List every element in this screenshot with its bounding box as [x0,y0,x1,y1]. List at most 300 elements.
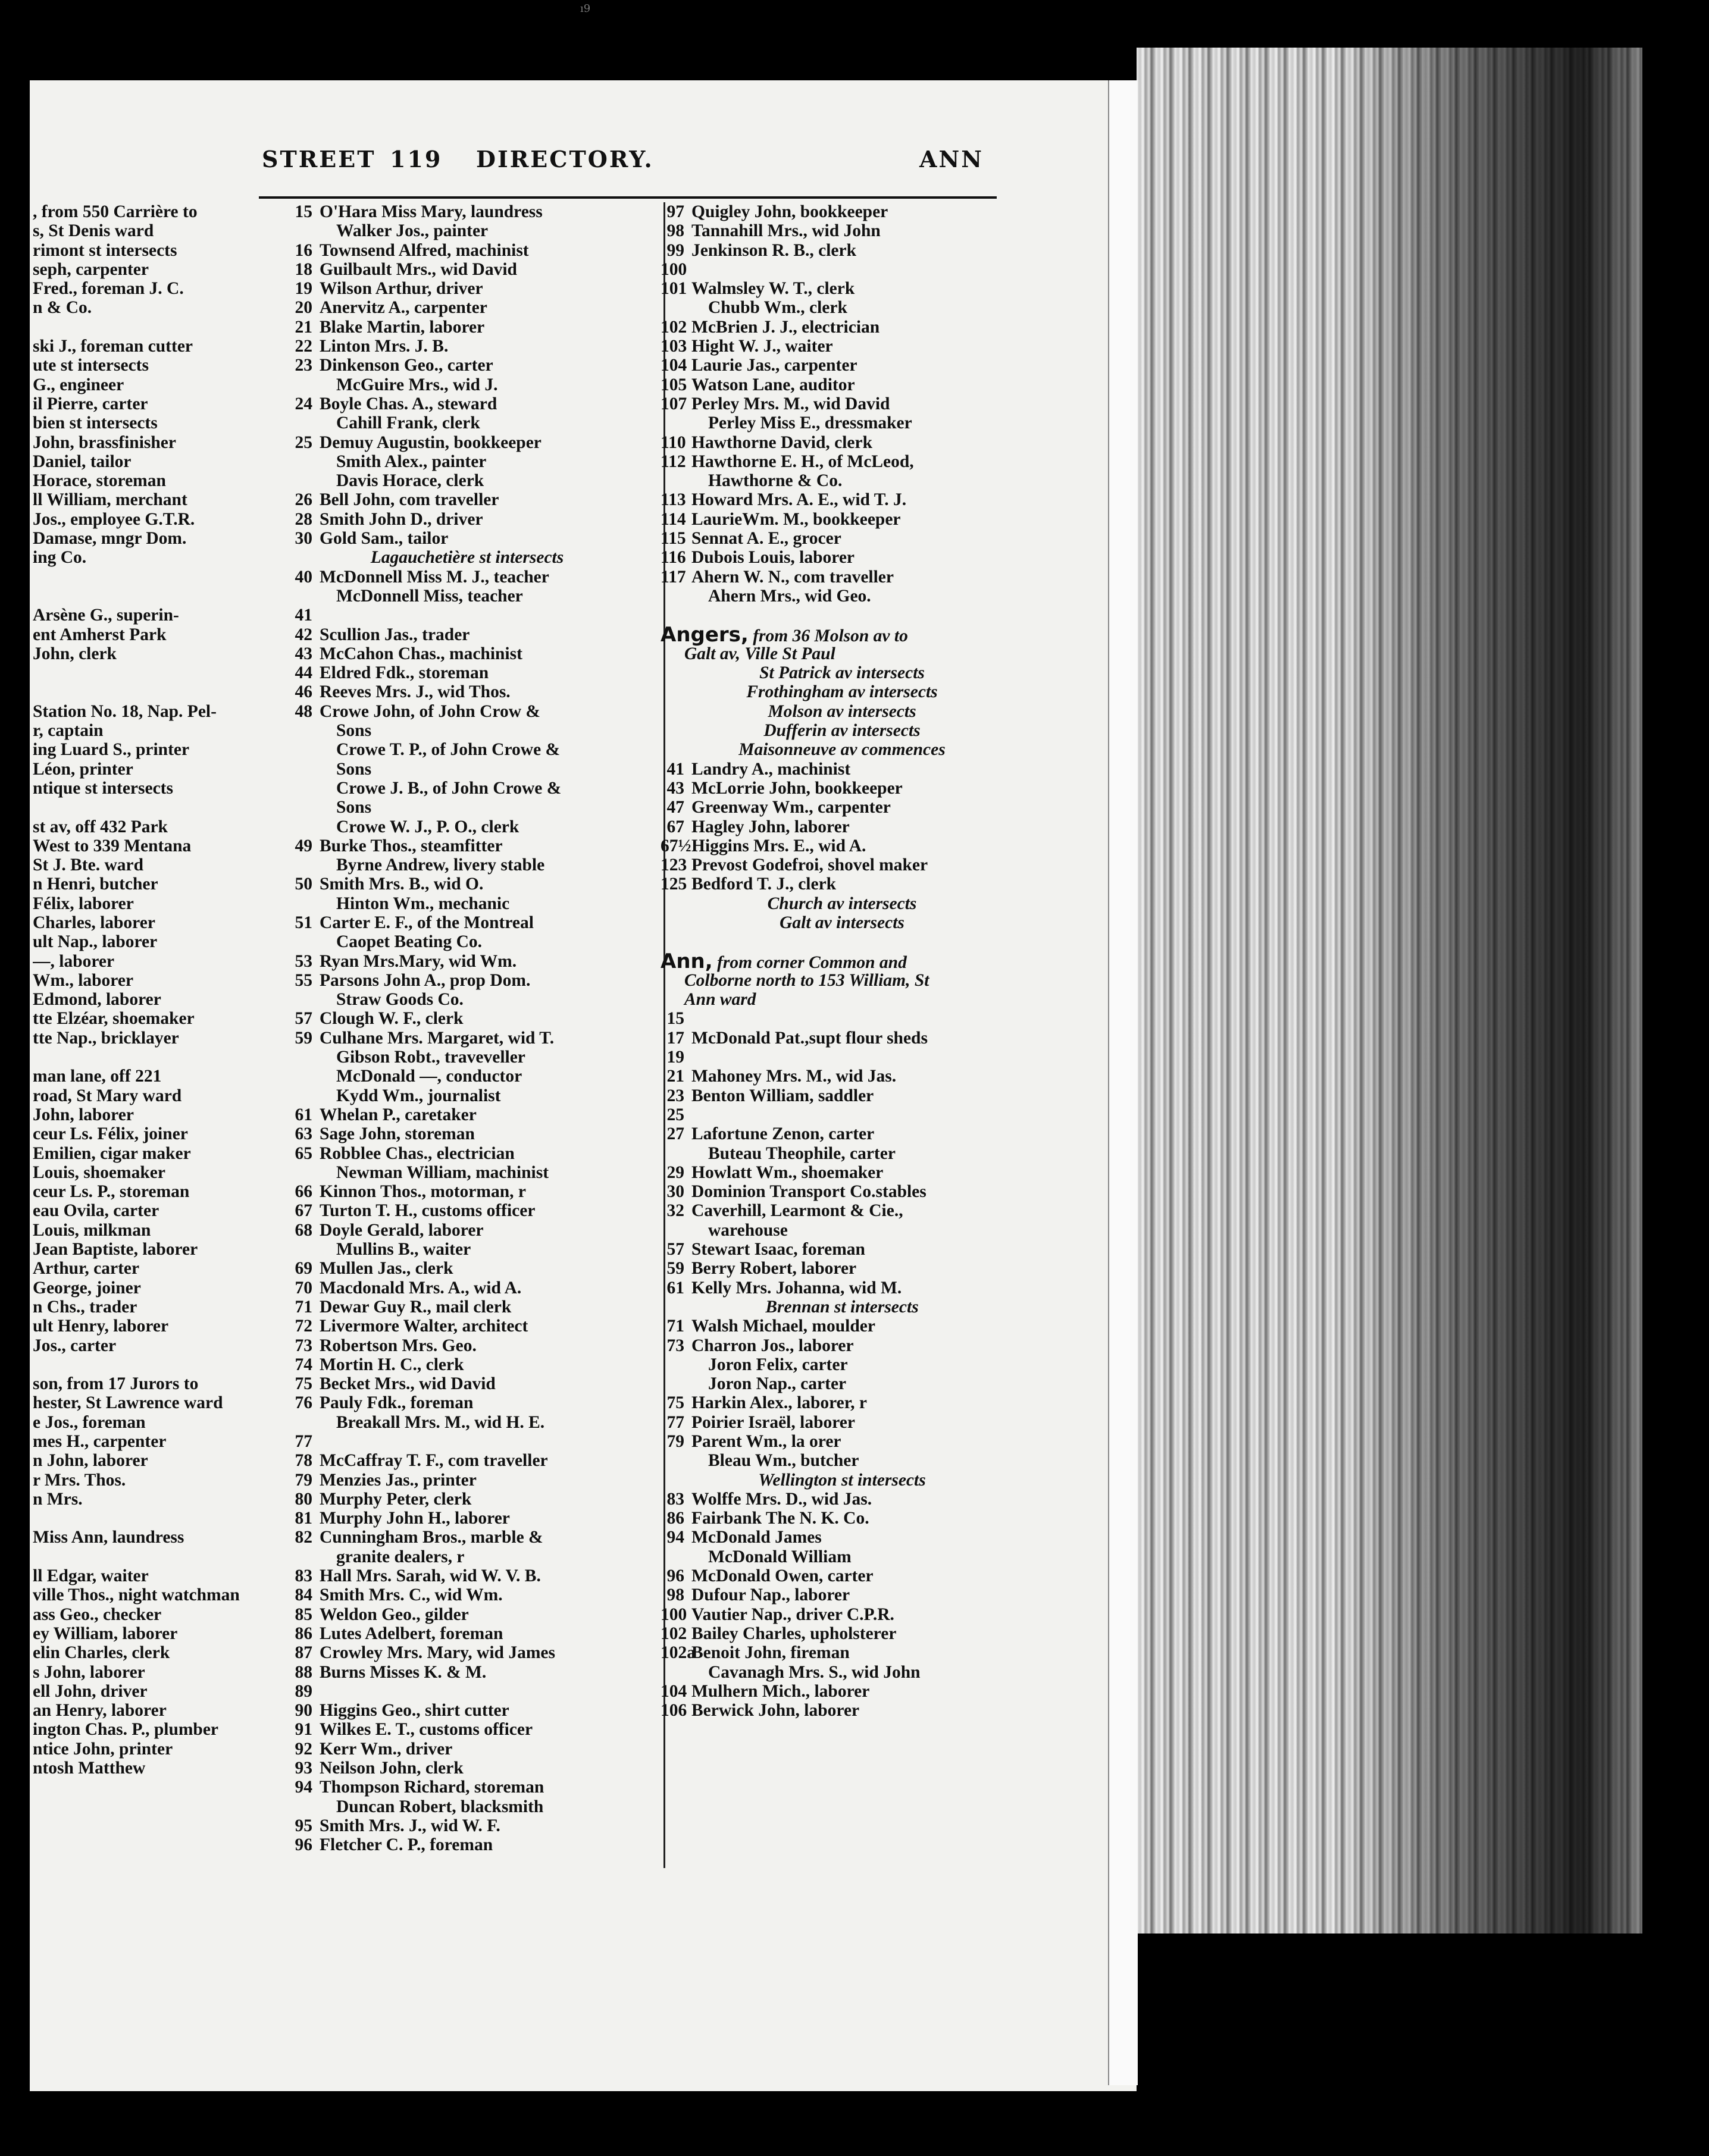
directory-entry [289,433,646,452]
house-number: 43 [666,778,684,798]
directory-entry [661,394,1023,413]
resident-entry: Walsh Michael, moulder [691,1317,875,1336]
directory-entry [289,798,646,817]
fragment-line [33,682,271,701]
fragment-line: ski J., foreman cutter [33,337,193,356]
header-section: ANN [919,146,984,173]
directory-entry [289,1317,646,1336]
directory-entry [289,221,646,240]
directory-entry [661,433,1023,452]
house-number: 100 [661,1605,687,1624]
house-number: 22 [295,337,312,356]
resident-entry: Parsons John A., prop Dom. [320,970,531,990]
fragment-line: George, joiner [33,1278,141,1298]
directory-entry [661,260,1023,279]
resident-entry: Clough W. F., clerk [320,1009,464,1029]
house-number: 102 [661,317,687,337]
resident-entry: McDonald —, conductor [336,1067,522,1086]
house-number: 59 [295,1028,312,1048]
directory-entry [289,1240,646,1259]
fragment-line: son, from 17 Jurors to [33,1374,199,1394]
street-description: from corner Common and [717,952,907,972]
directory-entry [289,740,646,759]
resident-entry: Crowe J. B., of John Crowe & [336,778,562,798]
resident-entry: Caopet Beating Co. [336,932,483,952]
fragment-line: an Henry, laborer [33,1701,167,1721]
resident-entry: Kelly Mrs. Johanna, wid M. [691,1278,902,1298]
directory-entry [661,1182,1023,1201]
fragment-line: seph, carpenter [33,259,149,279]
resident-entry: Reeves Mrs. J., wid Thos. [320,682,511,702]
directory-entry [289,1298,646,1317]
fragment-line: r Mrs. Thos. [33,1470,126,1490]
street-description-continued: Colborne north to 153 William, St [684,970,929,990]
directory-entry [289,413,646,433]
header-left-word: STREET [262,146,376,173]
directory-entry [661,1336,1023,1355]
house-number: 21 [666,1067,684,1086]
directory-entry [289,1451,646,1470]
resident-entry: Boyle Chas. A., steward [320,394,497,413]
directory-entry [661,356,1023,375]
house-number: 106 [661,1701,687,1721]
house-number: 103 [661,337,687,356]
fragment-line: st av, off 432 Park [33,817,168,836]
fragment-line: eau Ovila, carter [33,1201,159,1221]
directory-entry [289,1835,646,1854]
resident-entry: Perley Mrs. M., wid David [691,394,890,413]
house-number: 115 [661,529,686,549]
fragment-line: bien st intersects [33,413,158,433]
house-number: 85 [295,1605,312,1624]
fragment-line: St J. Bte. ward [33,855,144,875]
resident-entry: Lutes Adelbert, foreman [320,1624,503,1643]
resident-entry: Walmsley W. T., clerk [691,279,855,299]
resident-entry: Gold Sam., tailor [320,529,449,549]
house-number: 102 [661,1624,687,1643]
house-number: 42 [295,625,312,644]
directory-entry [289,202,646,221]
directory-entry [661,1682,1023,1701]
house-number: 99 [666,240,684,260]
directory-entry [289,1029,646,1048]
directory-entry [289,1509,646,1528]
fragment-line: Arthur, carter [33,1259,140,1278]
directory-entry [661,279,1023,298]
house-number: 55 [295,970,312,990]
resident-entry: granite dealers, r [336,1547,465,1566]
resident-entry: Higgins Geo., shirt cutter [320,1701,509,1721]
street-intersection-note: Lagauchetière st intersects [370,548,564,568]
directory-entry [661,875,1023,894]
fragment-line: ington Chas. P., plumber [33,1720,219,1740]
resident-entry: Crowe John, of John Crow & [320,701,540,721]
resident-entry: Wilkes E. T., customs officer [320,1720,533,1740]
fragment-line: Daniel, tailor [33,452,132,471]
house-number: 75 [295,1374,312,1394]
left-fragment-column [33,202,271,1778]
house-number: 92 [295,1739,312,1759]
fragment-line: Wm., laborer [33,970,134,990]
resident-entry: Culhane Mrs. Margaret, wid T. [320,1028,555,1048]
resident-entry: Laurie Jas., carpenter [691,356,857,375]
resident-entry: McDonald James [691,1528,822,1547]
directory-entry [289,1221,646,1240]
directory-entry [289,894,646,913]
directory-entry [289,490,646,509]
fragment-line: Damase, mngr Dom. [33,529,187,549]
fragment-line: Jos., carter [33,1336,117,1355]
resident-entry: Burns Misses K. & M. [320,1662,487,1682]
resident-entry: Dewar Guy R., mail clerk [320,1297,512,1317]
fragment-line: John, laborer [33,1105,134,1124]
directory-entry [289,1105,646,1124]
house-number: 27 [666,1124,684,1144]
directory-entry [661,1221,1023,1240]
house-number: 70 [295,1278,312,1298]
resident-entry: Dinkenson Geo., carter [320,356,493,375]
fragment-line: ult Henry, laborer [33,1317,169,1336]
resident-entry: Murphy Peter, clerk [320,1489,472,1509]
house-number: 75 [666,1393,684,1413]
resident-entry: Sons [336,759,372,779]
street-intersection-note: Brennan st intersects [765,1297,919,1317]
house-number: 96 [666,1566,684,1586]
house-number: 117 [661,567,686,587]
directory-entry [289,760,646,779]
fragment-line: ceur Ls. Félix, joiner [33,1124,188,1144]
resident-entry: Thompson Richard, storeman [320,1778,544,1797]
house-number: 102a [661,1643,696,1663]
house-number: 23 [295,356,312,375]
resident-entry: McGuire Mrs., wid J. [336,375,498,394]
fragment-line: ville Thos., night watchman [33,1585,240,1605]
directory-entry [289,510,646,529]
directory-entry [289,1605,646,1624]
fragment-line: ing Co. [33,548,87,568]
house-number: 72 [295,1317,312,1336]
fragment-line: Jean Baptiste, laborer [33,1240,198,1259]
house-number: 28 [295,509,312,529]
resident-entry: Berry Robert, laborer [691,1259,857,1278]
resident-entry: Charron Jos., laborer [691,1336,854,1355]
directory-entry [289,279,646,298]
resident-entry: Mullins B., waiter [336,1240,471,1259]
directory-entry [661,490,1023,509]
directory-entry [661,298,1023,317]
directory-entry [289,1624,646,1643]
street-description: from 36 Molson av to [753,626,908,645]
directory-entry [289,1547,646,1566]
directory-entry [289,375,646,394]
directory-entry [661,1048,1023,1067]
directory-entry [289,779,646,798]
directory-entry [661,1701,1023,1720]
directory-entry [661,1259,1023,1278]
house-number: 25 [295,433,312,452]
resident-entry: Tannahill Mrs., wid John [691,221,881,241]
house-number: 112 [661,452,686,471]
directory-entry [661,779,1023,798]
directory-entry [661,817,1023,836]
resident-entry: Hawthorne E. H., of McLeod, [691,452,914,471]
resident-entry: Duncan Robert, blacksmith [336,1797,544,1816]
directory-entry [661,568,1023,587]
house-number: 83 [295,1566,312,1586]
directory-entry [661,1374,1023,1393]
house-number: 104 [661,1681,687,1701]
directory-entry [661,1144,1023,1163]
fragment-line: hester, St Lawrence ward [33,1393,223,1413]
house-number: 41 [666,759,684,779]
directory-entry [289,394,646,413]
directory-entry [661,798,1023,817]
house-number: 30 [666,1182,684,1202]
directory-entry [289,260,646,279]
fragment-line: Léon, printer [33,759,133,779]
directory-entry [661,1240,1023,1259]
directory-entry [289,1471,646,1490]
directory-entry [289,529,646,548]
resident-entry: Fletcher C. P., foreman [320,1835,493,1855]
resident-entry: Benoit John, fireman [691,1643,850,1663]
fragment-line: n Chs., trader [33,1297,137,1317]
house-number: 69 [295,1259,312,1278]
directory-entry [661,1663,1023,1682]
house-number: 24 [295,394,312,413]
fragment-line: ult Nap., laborer [33,932,158,952]
directory-entry [661,529,1023,548]
directory-entry [289,452,646,471]
resident-entry: Cavanagh Mrs. S., wid John [708,1662,921,1682]
fragment-line: Miss Ann, laundress [33,1528,184,1547]
resident-entry: Dubois Louis, laborer [691,548,855,568]
directory-entry [289,625,646,644]
resident-entry: Sage John, storeman [320,1124,475,1144]
directory-entry [661,1413,1023,1432]
house-number: 15 [295,202,312,221]
resident-entry: Chubb Wm., clerk [708,298,847,318]
resident-entry: Turton T. H., customs officer [320,1201,536,1221]
resident-entry: Eldred Fdk., storeman [320,663,489,683]
directory-entry [289,318,646,337]
street-intersection-note: Frothingham av intersects [746,682,938,702]
resident-entry: Ahern W. N., com traveller [691,567,894,587]
house-number: 19 [666,1048,684,1067]
directory-entry [289,1144,646,1163]
directory-entry [661,1432,1023,1451]
resident-entry: McDonald Owen, carter [691,1566,874,1586]
street-intersection-note: Molson av intersects [768,701,916,721]
house-number: 123 [661,855,687,875]
resident-entry: Byrne Andrew, livery stable [336,855,545,875]
directory-entry [661,1393,1023,1412]
house-number: 93 [295,1759,312,1778]
resident-entry: Robblee Chas., electrician [320,1143,515,1163]
resident-entry: Wolffe Mrs. D., wid Jas. [691,1489,872,1509]
fragment-line: ntosh Matthew [33,1759,146,1778]
fragment-line: r, captain [33,721,104,741]
house-number: 107 [661,394,687,413]
resident-entry: Whelan P., caretaker [320,1105,477,1124]
directory-entry [661,318,1023,337]
resident-entry: Scullion Jas., trader [320,625,470,644]
resident-entry: McCaffray T. F., com traveller [320,1451,548,1471]
fragment-line: ntice John, printer [33,1739,173,1759]
directory-entry [661,1566,1023,1585]
directory-entry [289,1086,646,1105]
resident-entry: Stewart Isaac, foreman [691,1240,865,1259]
resident-entry: Watson Lane, auditor [691,375,855,394]
resident-entry: Kerr Wm., driver [320,1739,453,1759]
resident-entry: Higgins Mrs. E., wid A. [691,836,866,855]
directory-entry [661,1278,1023,1298]
fragment-line: G., engineer [33,375,124,394]
resident-entry: Dominion Transport Co.stables [691,1182,927,1202]
directory-entry [289,1778,646,1797]
house-number: 79 [666,1432,684,1451]
directory-entry [289,1701,646,1720]
resident-entry: Macdonald Mrs. A., wid A. [320,1278,522,1298]
house-number: 125 [661,875,687,894]
fragment-line: ute st intersects [33,356,149,375]
street-name: Ann, [661,949,713,973]
house-number: 47 [666,798,684,817]
house-number: 61 [295,1105,312,1124]
resident-entry: Gibson Robt., traveveller [336,1048,525,1067]
directory-entry [289,1585,646,1605]
directory-entry [661,452,1023,471]
house-number: 90 [295,1701,312,1721]
directory-entry [289,1048,646,1067]
resident-entry: Davis Horace, clerk [336,471,484,491]
fragment-line: —, laborer [33,951,115,971]
fragment-line: s, St Denis ward [33,221,154,241]
fragment-line [33,587,271,606]
resident-entry: Dufour Nap., laborer [691,1585,850,1605]
house-number: 94 [295,1778,312,1797]
resident-entry: Howard Mrs. A. E., wid T. J. [691,490,907,510]
house-number: 94 [666,1528,684,1547]
top-margin-mark: ı9 [580,2,591,15]
fragment-line: il Pierre, carter [33,394,148,413]
resident-entry: Kinnon Thos., motorman, r [320,1182,526,1202]
directory-entry [289,1720,646,1739]
house-number: 77 [295,1432,312,1451]
resident-entry: Joron Nap., carter [708,1374,847,1394]
fragment-line [33,1048,271,1067]
fragment-line: ass Geo., checker [33,1605,162,1624]
resident-entry: Mortin H. C., clerk [320,1355,464,1374]
directory-entry [289,1201,646,1220]
resident-entry: Smith Mrs. B., wid O. [320,875,484,894]
resident-entry: Demuy Augustin, bookkeeper [320,433,542,452]
fragment-line: Louis, shoemaker [33,1162,165,1182]
resident-entry: Smith Alex., painter [336,452,487,471]
resident-entry: Becket Mrs., wid David [320,1374,496,1394]
directory-entry [661,1624,1023,1643]
directory-entry [661,1163,1023,1182]
street-heading [661,949,1023,973]
directory-entry [289,1393,646,1412]
directory-entry [661,413,1023,433]
resident-entry: Pauly Fdk., foreman [320,1393,474,1413]
house-number: 15 [666,1009,684,1029]
house-number: 65 [295,1143,312,1163]
house-number: 97 [666,202,684,221]
resident-entry: Hinton Wm., mechanic [336,894,510,913]
resident-entry: Newman William, machinist [336,1162,549,1182]
street-description-continued: Ann ward [684,990,756,1010]
house-number: 26 [295,490,312,510]
street-intersection-note: Church av intersects [767,894,917,913]
resident-entry: Smith Mrs. C., wid Wm. [320,1585,503,1605]
house-number: 61 [666,1278,684,1298]
directory-entry [661,241,1023,260]
resident-entry: Mahoney Mrs. M., wid Jas. [691,1067,897,1086]
directory-entry [289,337,646,356]
resident-entry: Landry A., machinist [691,759,851,779]
directory-entry [289,1490,646,1509]
house-number: 20 [295,298,312,318]
directory-entry [289,952,646,971]
house-number: 113 [661,490,686,510]
house-number: 80 [295,1489,312,1509]
house-number: 89 [295,1681,312,1701]
resident-entry: Hight W. J., waiter [691,337,833,356]
resident-entry: Perley Miss E., dressmaker [708,413,912,433]
fragment-line: Félix, laborer [33,894,134,913]
house-number: 81 [295,1509,312,1528]
resident-entry: Kydd Wm., journalist [336,1086,501,1105]
resident-entry: Murphy John H., laborer [320,1509,510,1528]
resident-entry: Hawthorne David, clerk [691,433,872,452]
resident-entry: Sennat A. E., grocer [691,529,841,549]
resident-entry: Sons [336,721,372,741]
directory-entry [661,1201,1023,1220]
house-number: 96 [295,1835,312,1855]
fragment-line: Louis, milkman [33,1220,151,1240]
fragment-line: n John, laborer [33,1451,148,1471]
house-number: 40 [295,567,312,587]
house-number: 95 [295,1816,312,1835]
fragment-line: John, brassfinisher [33,433,176,452]
street-heading [661,622,1023,647]
house-number: 57 [295,1009,312,1029]
resident-entry: Quigley John, bookkeeper [691,202,888,221]
house-number: 21 [295,317,312,337]
directory-entry [289,855,646,875]
directory-entry [661,337,1023,356]
fragment-line [33,568,271,587]
directory-entry [289,1432,646,1451]
fragment-line: West to 339 Mentana [33,836,192,855]
fragment-line: ceur Ls. P., storeman [33,1182,190,1202]
fragment-line: Jos., employee G.T.R. [33,509,195,529]
house-number: 17 [666,1028,684,1048]
house-number: 63 [295,1124,312,1144]
directory-entry [661,760,1023,779]
fragment-line: Fred., foreman J. C. [33,279,184,299]
directory-entry [289,1663,646,1682]
fragment-line: John, clerk [33,644,117,663]
house-number: 53 [295,951,312,971]
directory-entry [661,1124,1023,1143]
house-number: 114 [661,509,686,529]
resident-entry: Smith John D., driver [320,509,483,529]
house-number: 43 [295,644,312,663]
blank-line [661,932,1023,951]
